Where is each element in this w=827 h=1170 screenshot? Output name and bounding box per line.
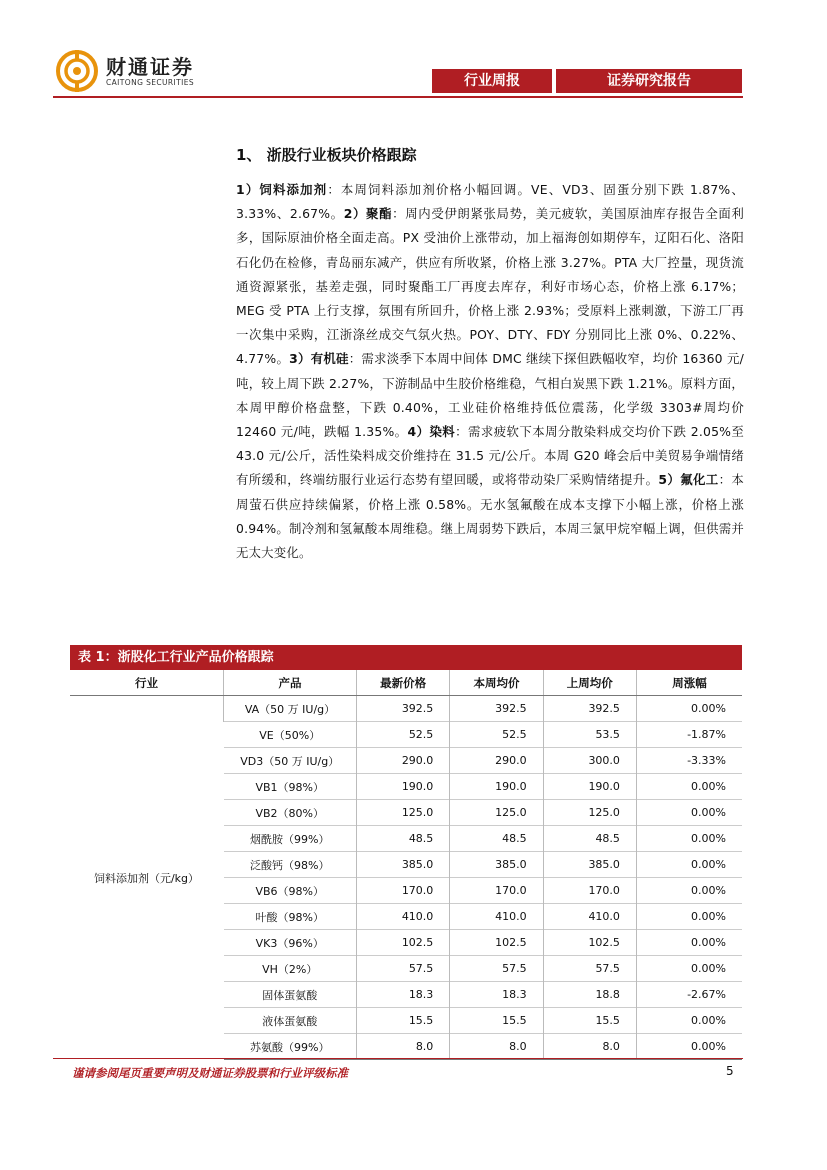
last-week-avg-cell: 48.5 (543, 826, 636, 852)
last-week-avg-cell: 102.5 (543, 930, 636, 956)
product-cell: VA（50 万 IU/g） (224, 696, 357, 722)
weekly-change-cell: 0.00% (636, 904, 742, 930)
table-header-row (70, 670, 742, 696)
product-cell: VD3（50 万 IU/g） (224, 748, 357, 774)
latest-price-cell: 290.0 (357, 748, 450, 774)
week-avg-cell: 8.0 (450, 1034, 543, 1060)
table-title: 表 1：浙股化工行业产品价格跟踪 (70, 645, 742, 670)
body-paragraph (236, 178, 744, 565)
weekly-change-cell: -3.33% (636, 748, 742, 774)
fluorochemical-text: ：本周萤石供应持续偏紧，价格上涨 0.58%。无水氢氟酸在成本支撑下小幅上涨，价格上涨 0.94%。制冷剂和氢氟酸本周维稳。继上周弱势下跌后，本周三氯甲烷窄幅上调，但供需并无太大变化。 (236, 472, 745, 561)
latest-price-cell: 392.5 (357, 696, 450, 722)
week-avg-cell: 52.5 (450, 722, 543, 748)
latest-price-cell: 8.0 (357, 1034, 450, 1060)
week-avg-cell: 290.0 (450, 748, 543, 774)
company-logo (56, 50, 194, 92)
week-avg-cell: 392.5 (450, 696, 543, 722)
latest-price-cell: 125.0 (357, 800, 450, 826)
polyester-label: 2）聚酯 (343, 206, 393, 222)
dye-label: 4）染料 (407, 424, 456, 440)
header-last-week-avg: 上周均价 (543, 670, 636, 696)
week-avg-cell: 102.5 (450, 930, 543, 956)
product-cell: VK3（96%） (224, 930, 357, 956)
product-cell: 液体蛋氨酸 (224, 1008, 357, 1034)
table-row (70, 696, 742, 722)
weekly-change-cell: 0.00% (636, 800, 742, 826)
last-week-avg-cell: 8.0 (543, 1034, 636, 1060)
last-week-avg-cell: 300.0 (543, 748, 636, 774)
product-cell: VE（50%） (224, 722, 357, 748)
footer-disclaimer: 谨请参阅尾页重要声明及财通证券股票和行业评级标准 (72, 1066, 348, 1080)
week-avg-cell: 18.3 (450, 982, 543, 1008)
latest-price-cell: 18.3 (357, 982, 450, 1008)
product-cell: 固体蛋氨酸 (224, 982, 357, 1008)
week-avg-cell: 48.5 (450, 826, 543, 852)
polyester-text: ：周内受伊朗紧张局势，美元疲软，美国原油库存报告全面利多，国际原油价格全面走高。PX 受油价上涨带动，加上福海创如期停车，辽阳石化、洛阳石化仍在检修，青岛丽东减产，供应有所收紧，价格上涨 3.27%。PTA 大厂控量，现货流通资源紧张，基差走强，同时聚酯工厂再度去库存，利好市场心态，价格上涨 6.17%；MEG 受 PTA 上行支撑，氛围有所回升，价格上涨 2.93%；受原料上涨刺激，下游工厂再一次集中采购，江浙涤丝成交气氛火热。POY、DTY、FDY 分别同比上涨 0%、0.22%、4.77%。 (236, 206, 745, 367)
week-avg-cell: 15.5 (450, 1008, 543, 1034)
product-cell: VB2（80%） (224, 800, 357, 826)
header-industry: 行业 (70, 670, 224, 696)
logo-emblem-icon (56, 50, 98, 92)
product-cell: VB1（98%） (224, 774, 357, 800)
last-week-avg-cell: 410.0 (543, 904, 636, 930)
dye-text: ：需求疲软下本周分散染料成交均价下跌 2.05%至 43.0 元/公斤，活性染料成交价维持在 31.5 元/公斤。本周 G20 峰会后中美贸易争端情绪有所缓和，终端纺服行业运行态势有望回暖，或将带动染厂采购情绪提升。 (236, 424, 744, 488)
weekly-report-tag: 行业周报 (432, 69, 552, 93)
last-week-avg-cell: 170.0 (543, 878, 636, 904)
silicone-text: ：需求淡季下本周中间体 DMC 继续下探但跌幅收窄，均价 16360 元/吨，较上周下跌 2.27%，下游制品中生胶价格维稳，气相白炭黑下跌 1.21%。原料方面，本周甲醇价格盘整，下跌 0.40%，工业硅价格维持低位震荡，化学级 3303#周均价 12460 元/吨，跌幅 1.35%。 (236, 351, 744, 440)
page-number: 5 (726, 1064, 734, 1078)
last-week-avg-cell: 125.0 (543, 800, 636, 826)
header-tags (432, 69, 742, 93)
latest-price-cell: 385.0 (357, 852, 450, 878)
weekly-change-cell: 0.00% (636, 1008, 742, 1034)
product-cell: VH（2%） (224, 956, 357, 982)
product-cell: VB6（98%） (224, 878, 357, 904)
price-table (70, 670, 742, 1060)
industry-cell: 饲料添加剂（元/kg） (93, 871, 200, 885)
header-latest-price: 最新价格 (357, 670, 450, 696)
weekly-change-cell: 0.00% (636, 696, 742, 722)
fluorochemical-label: 5）氟化工 (658, 472, 719, 488)
feed-additive-label: 1）饲料添加剂 (236, 182, 328, 197)
last-week-avg-cell: 15.5 (543, 1008, 636, 1034)
week-avg-cell: 57.5 (450, 956, 543, 982)
logo-chinese-name: 财通证券 (106, 54, 194, 79)
section-title: 1、 浙股行业板块价格跟踪 (236, 146, 417, 164)
last-week-avg-cell: 190.0 (543, 774, 636, 800)
weekly-change-cell: 0.00% (636, 852, 742, 878)
header-weekly-change: 周涨幅 (636, 670, 742, 696)
last-week-avg-cell: 53.5 (543, 722, 636, 748)
weekly-change-cell: 0.00% (636, 1034, 742, 1060)
product-cell: 泛酸钙（98%） (224, 852, 357, 878)
latest-price-cell: 57.5 (357, 956, 450, 982)
silicone-label: 3）有机硅 (289, 351, 349, 367)
product-cell: 烟酰胺（99%） (224, 826, 357, 852)
latest-price-cell: 48.5 (357, 826, 450, 852)
latest-price-cell: 52.5 (357, 722, 450, 748)
header-week-avg: 本周均价 (450, 670, 543, 696)
weekly-change-cell: -2.67% (636, 982, 742, 1008)
last-week-avg-cell: 18.8 (543, 982, 636, 1008)
header-product: 产品 (224, 670, 357, 696)
footer-divider (53, 1058, 743, 1059)
weekly-change-cell: 0.00% (636, 930, 742, 956)
latest-price-cell: 15.5 (357, 1008, 450, 1034)
product-cell: 苏氨酸（99%） (224, 1034, 357, 1060)
feed-additive-text: ：本周饲料添加剂价格小幅回调。VE、VD3、固蛋分别下跌 1.87%、3.33%、2.67%。 (236, 182, 744, 222)
product-cell: 叶酸（98%） (224, 904, 357, 930)
weekly-change-cell: -1.87% (636, 722, 742, 748)
weekly-change-cell: 0.00% (636, 774, 742, 800)
weekly-change-cell: 0.00% (636, 826, 742, 852)
weekly-change-cell: 0.00% (636, 956, 742, 982)
latest-price-cell: 190.0 (357, 774, 450, 800)
latest-price-cell: 170.0 (357, 878, 450, 904)
last-week-avg-cell: 385.0 (543, 852, 636, 878)
week-avg-cell: 170.0 (450, 878, 543, 904)
week-avg-cell: 410.0 (450, 904, 543, 930)
header-divider (53, 96, 743, 98)
last-week-avg-cell: 392.5 (543, 696, 636, 722)
latest-price-cell: 410.0 (357, 904, 450, 930)
research-report-tag: 证券研究报告 (556, 69, 742, 93)
last-week-avg-cell: 57.5 (543, 956, 636, 982)
logo-english-name: CAITONG SECURITIES (106, 77, 195, 87)
week-avg-cell: 125.0 (450, 800, 543, 826)
week-avg-cell: 385.0 (450, 852, 543, 878)
week-avg-cell: 190.0 (450, 774, 543, 800)
weekly-change-cell: 0.00% (636, 878, 742, 904)
latest-price-cell: 102.5 (357, 930, 450, 956)
